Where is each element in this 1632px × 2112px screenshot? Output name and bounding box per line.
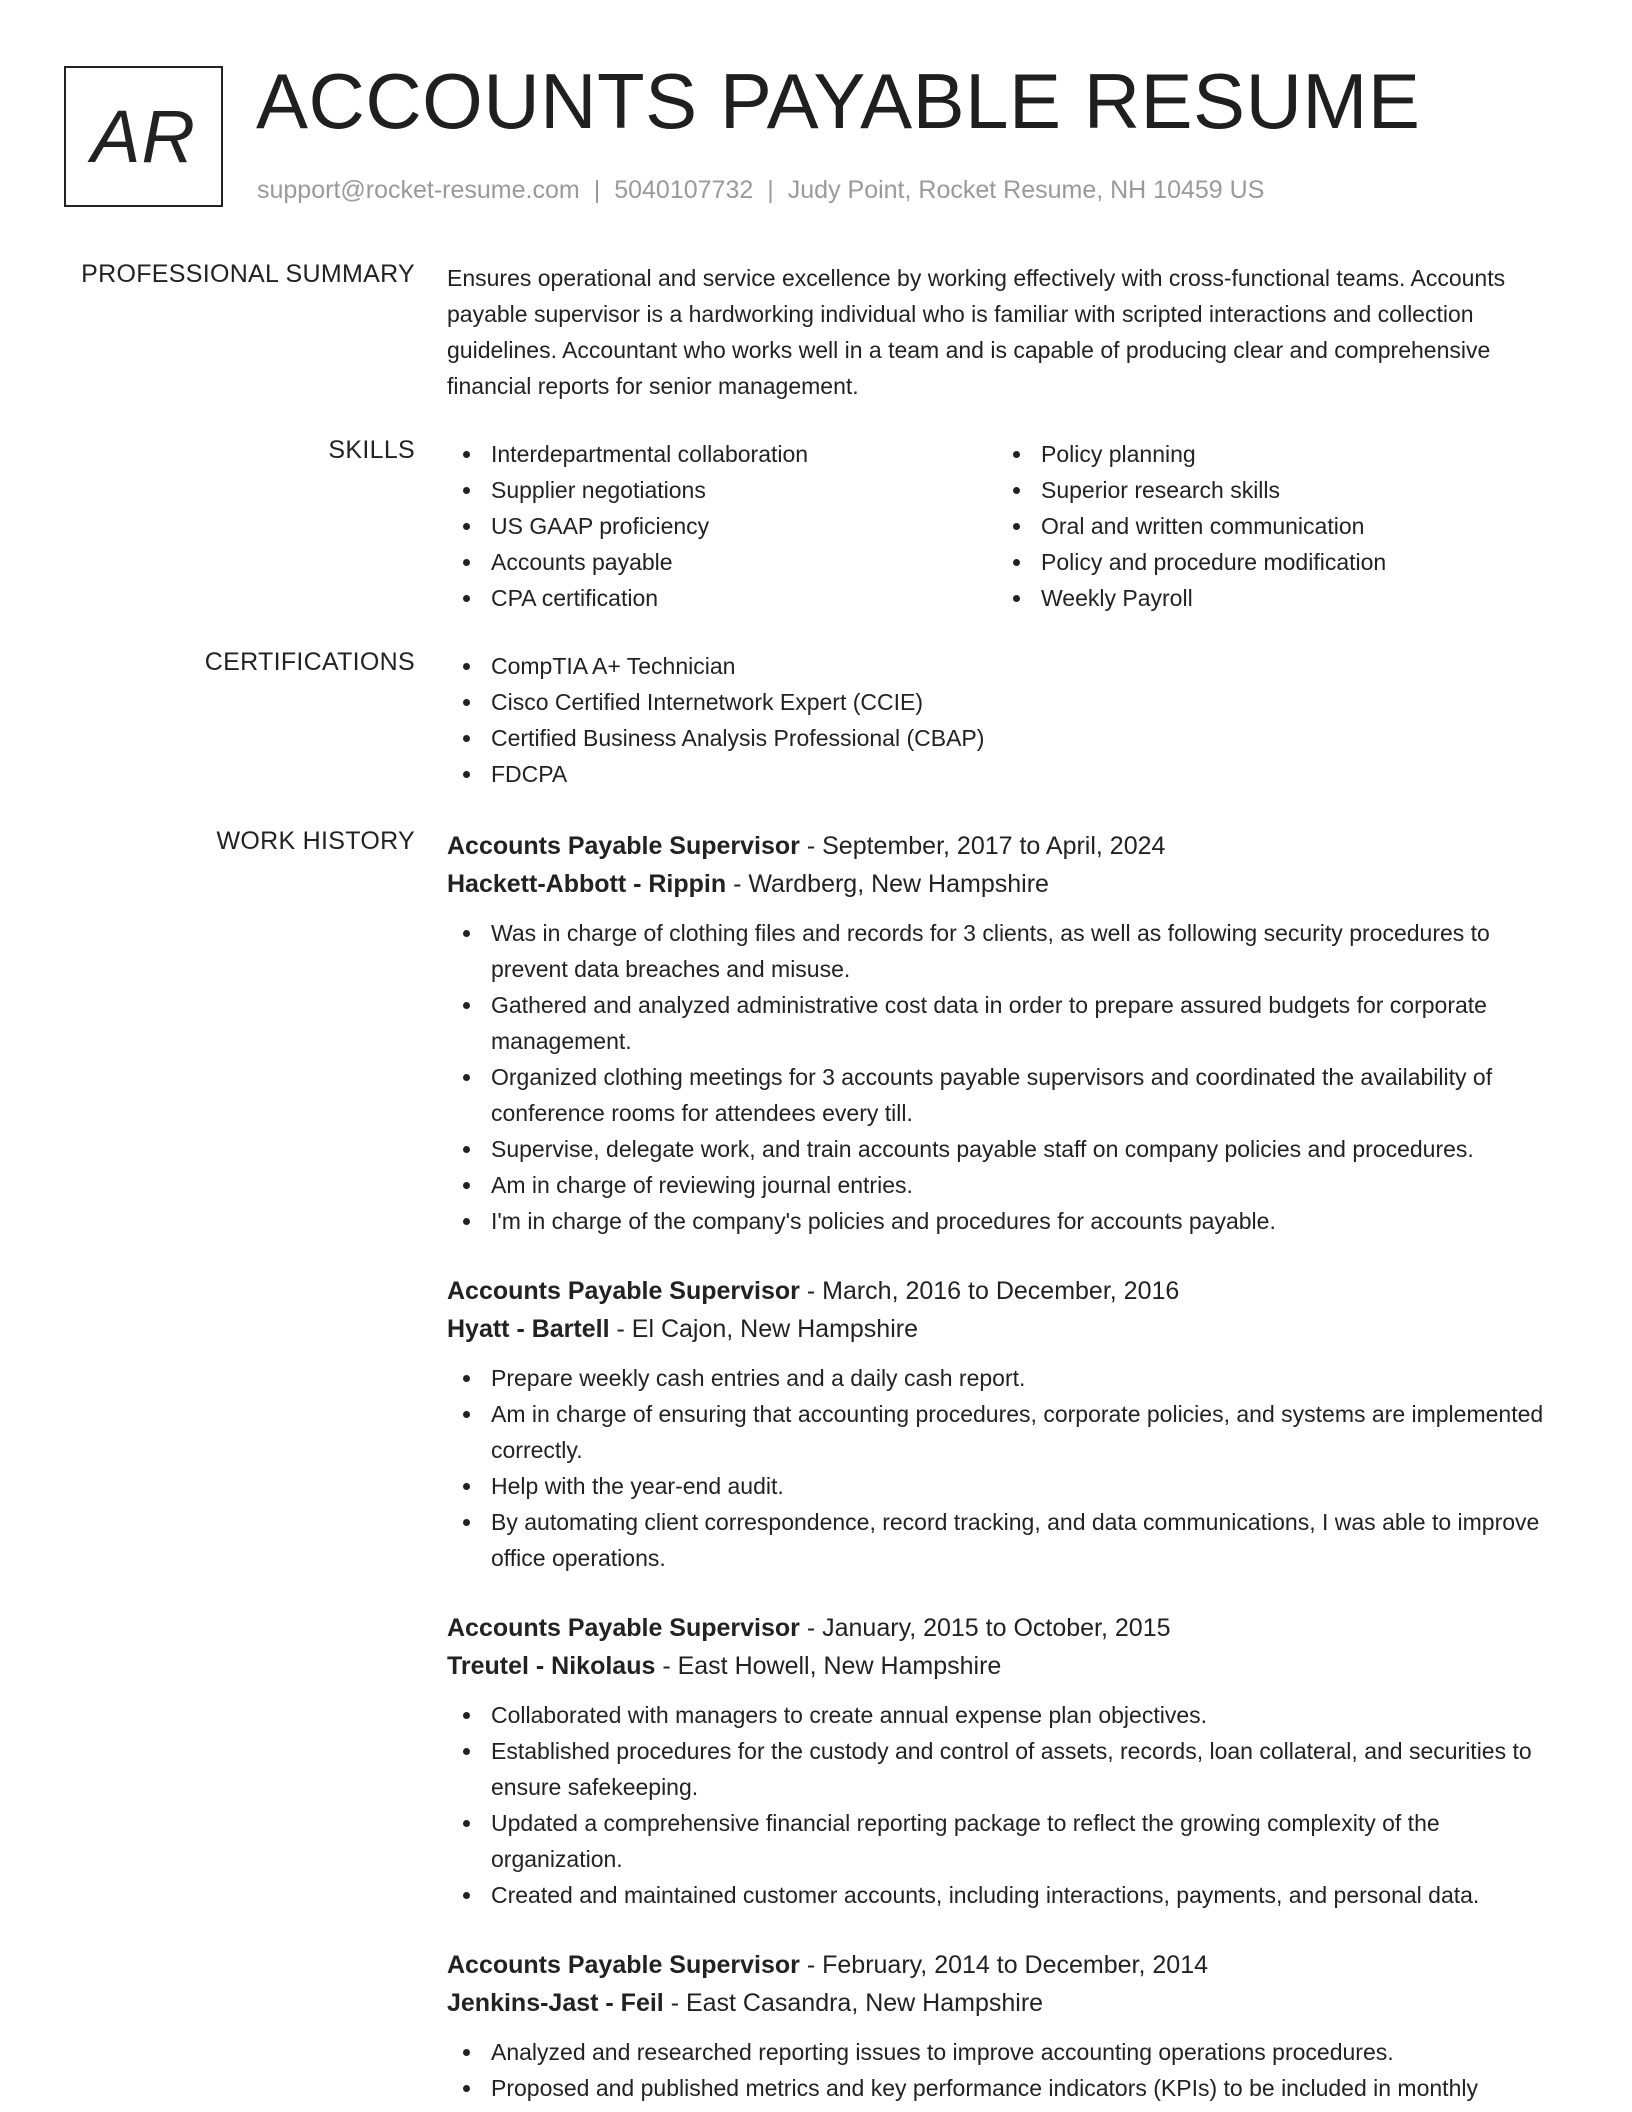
- job-title: Accounts Payable Supervisor: [447, 832, 800, 860]
- job-entry: [447, 1609, 1567, 1913]
- skills-list-right: [997, 436, 1547, 616]
- summary-text: Ensures operational and service excellence by working effectively with cross-functional teams. Accounts payable supervisor is a hardworking individual who is familiar with scripted interactions and collection guidelines. Accountant who works well in a team and is capable of producing clear and comprehensive financial reports for senior management.: [447, 265, 1506, 399]
- job-duty: Am in charge of reviewing journal entries.: [447, 1167, 1567, 1203]
- job-duty: Established procedures for the custody and control of assets, records, loan collateral, and securities to ensure safekeeping.: [447, 1733, 1567, 1805]
- certification-item: CompTIA A+ Technician: [447, 648, 1567, 684]
- summary-body: [447, 260, 1567, 404]
- job-duty: I'm in charge of the company's policies and procedures for accounts payable.: [447, 1203, 1567, 1239]
- job-duty: Organized clothing meetings for 3 accounts payable supervisors and coordinated the availability of conference rooms for attendees every till.: [447, 1059, 1567, 1131]
- job-location: - East Howell, New Hampshire: [655, 1652, 1002, 1680]
- job-dates: - February, 2014 to December, 2014: [799, 1951, 1208, 1979]
- job-duty: Help with the year-end audit.: [447, 1468, 1567, 1504]
- job-duties: [447, 1360, 1567, 1576]
- job-duty: Am in charge of ensuring that accounting procedures, corporate policies, and systems are implemented correctly.: [447, 1396, 1567, 1468]
- section-heading-work-history: WORK HISTORY: [216, 827, 415, 855]
- job-company: Hyatt - Bartell: [447, 1315, 610, 1343]
- skill-item: Weekly Payroll: [997, 580, 1547, 616]
- job-title-line: [447, 1946, 1567, 1984]
- job-title: Accounts Payable Supervisor: [447, 1277, 800, 1305]
- section-heading-skills: SKILLS: [328, 436, 415, 464]
- job-company: Treutel - Nikolaus: [447, 1652, 656, 1680]
- skill-item: Policy and procedure modification: [997, 544, 1547, 580]
- job-duty: Created and maintained customer accounts, including interactions, payments, and personal data.: [447, 1877, 1567, 1913]
- job-title-line: [447, 1272, 1567, 1310]
- contact-email[interactable]: support@rocket-resume.com: [257, 176, 580, 204]
- job-title-line: [447, 827, 1567, 865]
- contact-phone[interactable]: 5040107732: [614, 176, 754, 204]
- job-location: - El Cajon, New Hampshire: [609, 1315, 918, 1343]
- job-duty: Updated a comprehensive financial reporting package to reflect the growing complexity of the organization.: [447, 1805, 1567, 1877]
- section-heading-certifications: CERTIFICATIONS: [204, 648, 415, 676]
- job-location: - East Casandra, New Hampshire: [663, 1989, 1044, 2017]
- job-company-line: [447, 1310, 1567, 1348]
- job-entry: [447, 1946, 1567, 2106]
- skill-item: Superior research skills: [997, 472, 1547, 508]
- skill-item: Oral and written communication: [997, 508, 1547, 544]
- job-entry: [447, 1272, 1567, 1576]
- skill-item: US GAAP proficiency: [447, 508, 997, 544]
- certification-item: Cisco Certified Internetwork Expert (CCIE): [447, 684, 1567, 720]
- job-duty: By automating client correspondence, record tracking, and data communications, I was able to improve office operations.: [447, 1504, 1567, 1576]
- job-duty: Collaborated with managers to create annual expense plan objectives.: [447, 1697, 1567, 1733]
- job-duty: Proposed and published metrics and key performance indicators (KPIs) to be included in monthly: [447, 2070, 1567, 2106]
- certifications-body: [447, 648, 1567, 792]
- section-heading-summary: PROFESSIONAL SUMMARY: [81, 260, 415, 288]
- job-company-line: [447, 865, 1567, 903]
- resume-title: ACCOUNTS PAYABLE RESUME: [256, 57, 1421, 145]
- job-duty: Prepare weekly cash entries and a daily cash report.: [447, 1360, 1567, 1396]
- job-location: - Wardberg, New Hampshire: [726, 870, 1049, 898]
- skills-list-left: [447, 436, 997, 616]
- job-duty: Gathered and analyzed administrative cost data in order to prepare assured budgets for corporate management.: [447, 987, 1567, 1059]
- job-dates: - March, 2016 to December, 2016: [799, 1277, 1180, 1305]
- job-title: Accounts Payable Supervisor: [447, 1614, 800, 1642]
- contact-line: [257, 176, 1264, 205]
- monogram-logo: AR: [64, 66, 223, 207]
- certification-item: Certified Business Analysis Professional (CBAP): [447, 720, 1567, 756]
- job-company-line: [447, 1984, 1567, 2022]
- certifications-list: [447, 648, 1567, 792]
- skill-item: Interdepartmental collaboration: [447, 436, 997, 472]
- skill-item: Policy planning: [997, 436, 1547, 472]
- job-duties: [447, 1697, 1567, 1913]
- skills-body: [447, 436, 1567, 616]
- job-dates: - January, 2015 to October, 2015: [799, 1614, 1171, 1642]
- job-title: Accounts Payable Supervisor: [447, 1951, 800, 1979]
- job-company-line: [447, 1647, 1567, 1685]
- work-history-body: [447, 827, 1567, 2112]
- skill-item: Supplier negotiations: [447, 472, 997, 508]
- contact-separator: |: [593, 176, 601, 204]
- skill-item: CPA certification: [447, 580, 997, 616]
- skill-item: Accounts payable: [447, 544, 997, 580]
- job-duties: [447, 915, 1567, 1239]
- job-title-line: [447, 1609, 1567, 1647]
- certification-item: FDCPA: [447, 756, 1567, 792]
- job-duty: Supervise, delegate work, and train accounts payable staff on company policies and procedures.: [447, 1131, 1567, 1167]
- job-entry: [447, 827, 1567, 1239]
- job-company: Hackett-Abbott - Rippin: [447, 870, 727, 898]
- job-company: Jenkins-Jast - Feil: [447, 1989, 664, 2017]
- job-duties: [447, 2034, 1567, 2106]
- job-duty: Was in charge of clothing files and records for 3 clients, as well as following security procedures to prevent data breaches and misuse.: [447, 915, 1567, 987]
- job-dates: - September, 2017 to April, 2024: [799, 832, 1166, 860]
- job-duty: Analyzed and researched reporting issues to improve accounting operations procedures.: [447, 2034, 1567, 2070]
- contact-address: Judy Point, Rocket Resume, NH 10459 US: [787, 176, 1265, 204]
- contact-separator: |: [767, 176, 774, 204]
